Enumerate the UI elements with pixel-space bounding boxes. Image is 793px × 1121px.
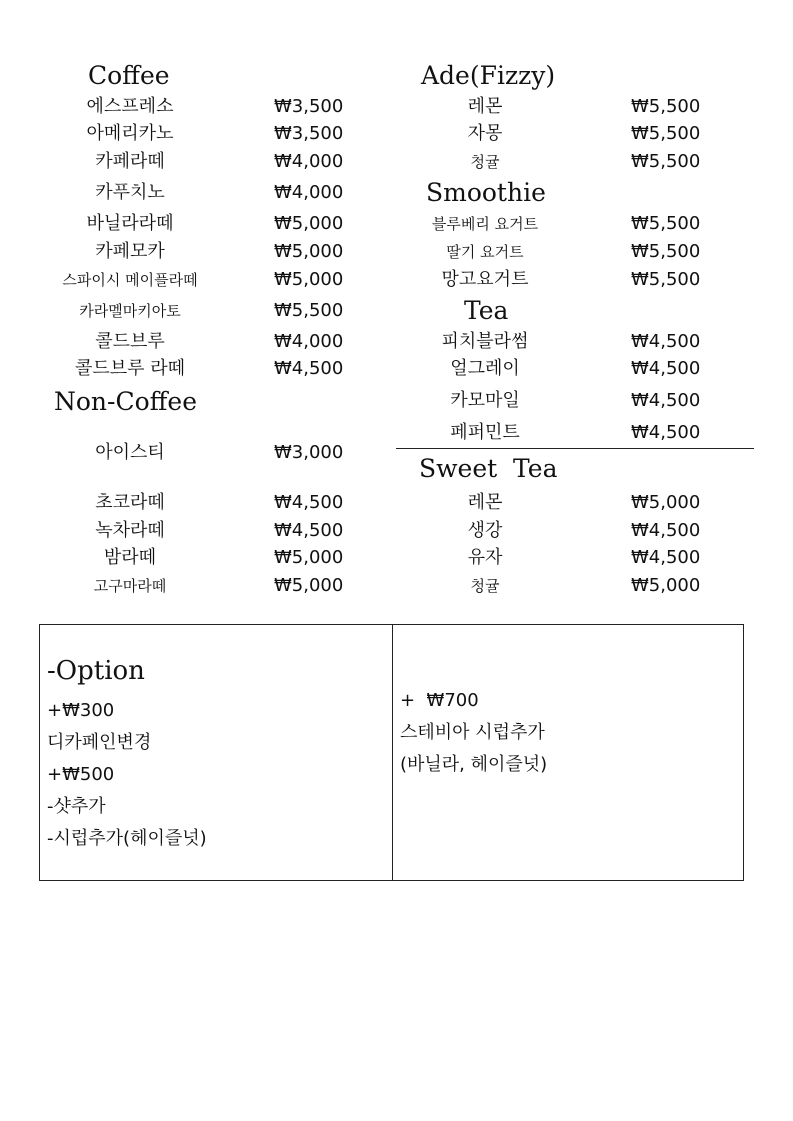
section-divider [396,448,754,449]
menu-item-price: ₩4,500 [631,422,701,443]
options-divider [392,625,393,881]
menu-item-price: ₩5,500 [631,213,701,234]
menu-item-price: ₩3,500 [274,96,344,117]
menu-item-price: ₩5,500 [631,151,701,172]
menu-item-price: ₩4,500 [631,331,701,352]
menu-item-price: ₩4,500 [631,547,701,568]
menu-item-name: 고구마라떼 [93,577,167,595]
menu-item-name: 망고요거트 [441,269,529,290]
section-title-coffee: Coffee [88,61,170,90]
menu-item-name: 밤라떼 [103,547,157,568]
menu-item-name: 유자 [467,547,503,568]
menu-item-name: 카페라떼 [95,151,165,172]
menu-item-name: 바닐라라떼 [86,213,174,234]
menu-item-name: 청귤 [470,577,500,595]
menu-item-name: 딸기 요거트 [446,243,524,261]
menu-item-price: ₩3,500 [274,123,344,144]
menu-item-price: ₩5,000 [274,269,344,290]
menu-item-price: ₩4,000 [274,182,344,203]
menu-item-name: 에스프레소 [86,96,174,117]
menu-item-price: ₩5,000 [631,575,701,596]
menu-item-price: ₩4,000 [274,331,344,352]
menu-item-name: 카페모카 [95,241,165,262]
menu-item-price: ₩5,500 [631,96,701,117]
section-title-ade: Ade(Fizzy) [421,61,556,90]
menu-item-name: 블루베리 요거트 [431,215,539,233]
option-line: (바닐라, 헤이즐넛) [400,754,548,775]
option-line: +₩500 [47,764,115,785]
menu-item-name: 레몬 [467,492,503,513]
menu-item-price: ₩3,000 [274,442,344,463]
option-line: 디카페인변경 [47,732,152,753]
menu-item-name: 피치블라썸 [441,331,529,352]
menu-item-price: ₩5,500 [631,123,701,144]
menu-item-price: ₩5,000 [274,547,344,568]
options-title: -Option [47,656,145,686]
menu-item-price: ₩4,500 [274,358,344,379]
menu-item-price: ₩5,500 [274,300,344,321]
section-title-non-coffee: Non-Coffee [54,387,198,416]
option-line: -샷추가 [47,796,106,817]
menu-item-name: 녹차라떼 [95,520,165,541]
menu-item-name: 얼그레이 [450,358,520,379]
menu-item-price: ₩5,000 [274,213,344,234]
menu-item-price: ₩4,500 [274,492,344,513]
section-title-sweet-tea: Sweet Tea [419,454,558,483]
option-line: -시럽추가(헤이즐넛) [47,828,207,849]
menu-item-name: 자몽 [467,123,503,144]
section-title-smoothie: Smoothie [426,178,546,207]
menu-item-name: 페퍼민트 [450,422,520,443]
menu-item-price: ₩4,500 [631,390,701,411]
menu-item-price: ₩4,500 [631,520,701,541]
menu-item-name: 아이스티 [95,442,165,463]
menu-item-name: 콜드브루 [95,331,165,352]
section-title-tea: Tea [464,296,509,325]
option-line: + ₩700 [400,690,479,711]
menu-item-price: ₩5,000 [274,575,344,596]
menu-item-name: 카라멜마키아토 [79,302,181,320]
menu-item-price: ₩4,000 [274,151,344,172]
menu-item-name: 레몬 [467,96,503,117]
menu-item-name: 초코라떼 [95,492,165,513]
menu-item-name: 카모마일 [450,390,520,411]
menu-item-price: ₩5,500 [631,269,701,290]
menu-item-price: ₩5,500 [631,241,701,262]
menu-item-name: 스파이시 메이플라떼 [62,271,198,289]
menu-item-price: ₩5,000 [274,241,344,262]
menu-item-name: 콜드브루 라떼 [74,358,186,379]
menu-item-price: ₩4,500 [631,358,701,379]
menu-item-name: 카푸치노 [95,182,165,203]
option-line: +₩300 [47,700,115,721]
menu-item-price: ₩5,000 [631,492,701,513]
menu-item-name: 생강 [467,520,503,541]
menu-item-name: 아메리카노 [86,123,174,144]
menu-item-name: 청귤 [470,153,500,171]
menu-item-price: ₩4,500 [274,520,344,541]
option-line: 스테비아 시럽추가 [400,722,545,743]
